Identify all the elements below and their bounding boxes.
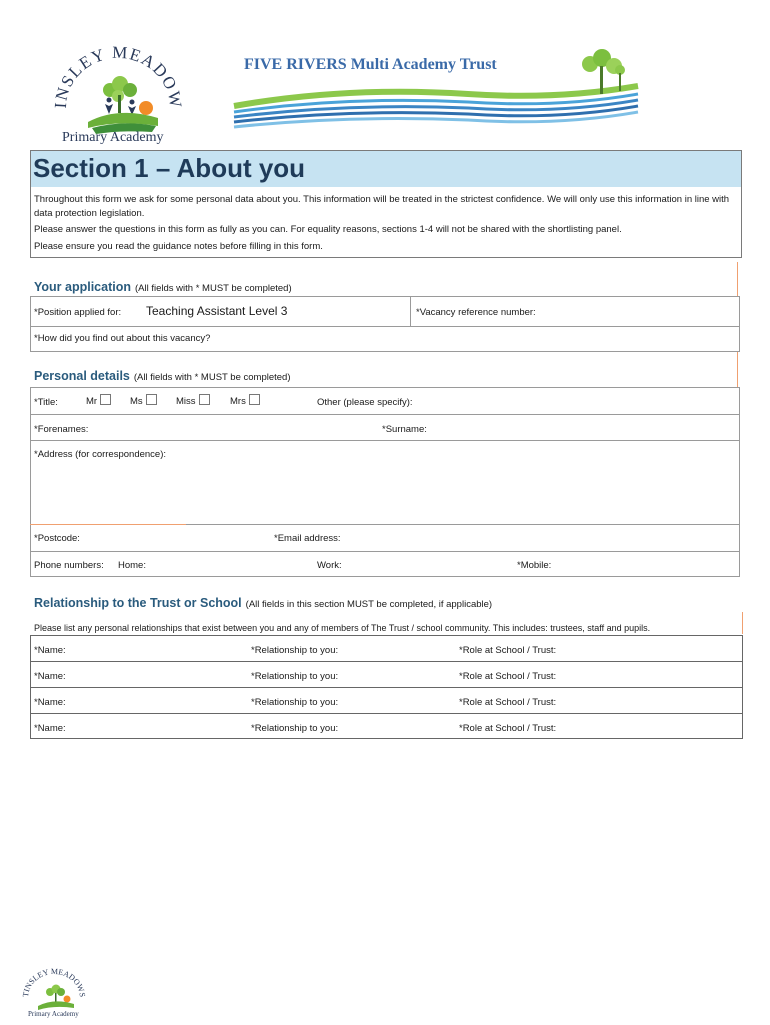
divider bbox=[30, 524, 186, 525]
relationship-to-you-input[interactable] bbox=[350, 667, 454, 683]
relationship-name-input[interactable] bbox=[76, 719, 244, 735]
school-subtitle: Primary Academy bbox=[62, 130, 164, 145]
divider bbox=[30, 414, 740, 415]
divider bbox=[410, 296, 411, 326]
home-phone-input[interactable] bbox=[152, 556, 302, 572]
trust-banner bbox=[228, 46, 648, 132]
divider bbox=[30, 661, 743, 662]
relationship-name-label: *Name: bbox=[34, 697, 66, 708]
relationship-name-input[interactable] bbox=[76, 693, 244, 709]
trust-name: FIVE RIVERS Multi Academy Trust bbox=[244, 56, 497, 73]
relationship-name-input[interactable] bbox=[76, 641, 244, 657]
surname-input[interactable] bbox=[436, 420, 734, 436]
other-title-input[interactable] bbox=[426, 394, 734, 410]
vacancy-ref-label: *Vacancy reference number: bbox=[416, 307, 536, 318]
divider bbox=[737, 352, 738, 388]
how-found-label: *How did you find out about this vacancy? bbox=[34, 333, 211, 344]
relationship-instruction: Please list any personal relationships that exist between you and any of members of The Trust / school community. This includes: trustees, staff and pupils. bbox=[34, 623, 651, 633]
phone-numbers-label: Phone numbers: bbox=[34, 560, 104, 571]
relationship-name-label: *Name: bbox=[34, 645, 66, 656]
address-label: *Address (for correspondence): bbox=[34, 449, 167, 460]
forenames-input[interactable] bbox=[100, 420, 370, 436]
relationship-to-you-label: *Relationship to you: bbox=[251, 671, 339, 682]
title-option-mr[interactable]: Mr bbox=[86, 394, 111, 407]
divider bbox=[30, 713, 743, 714]
relationship-name-input[interactable] bbox=[76, 667, 244, 683]
relationship-to-you-label: *Relationship to you: bbox=[251, 645, 339, 656]
position-input[interactable]: Teaching Assistant Level 3 bbox=[146, 304, 288, 318]
address-input[interactable] bbox=[34, 462, 734, 520]
intro-paragraph-2: Please answer the questions in this form as fully as you can. For equality reasons, sections 1-4 will not be shared with the shortlisting panel. bbox=[34, 224, 622, 235]
intro-paragraph-3: Please ensure you read the guidance notes before filling in this form. bbox=[34, 241, 323, 252]
relationship-to-you-input[interactable] bbox=[350, 719, 454, 735]
divider bbox=[30, 440, 740, 441]
role-label: *Role at School / Trust: bbox=[459, 671, 557, 682]
ms-checkbox[interactable] bbox=[146, 394, 157, 405]
mr-checkbox[interactable] bbox=[100, 394, 111, 405]
position-label: *Position applied for: bbox=[34, 307, 122, 318]
mrs-checkbox[interactable] bbox=[249, 394, 260, 405]
relationship-to-you-input[interactable] bbox=[350, 693, 454, 709]
postcode-label: *Postcode: bbox=[34, 533, 80, 544]
role-input[interactable] bbox=[568, 641, 738, 657]
application-heading: Your application (All fields with * MUST be completed) bbox=[34, 280, 292, 294]
miss-checkbox[interactable] bbox=[199, 394, 210, 405]
section-title-bar bbox=[31, 151, 741, 187]
role-label: *Role at School / Trust: bbox=[459, 645, 557, 656]
role-input[interactable] bbox=[568, 719, 738, 735]
school-name-arc: INSLEY MEADOW bbox=[50, 42, 186, 111]
divider bbox=[186, 524, 740, 525]
divider bbox=[30, 551, 740, 552]
title-option-miss[interactable]: Miss bbox=[176, 394, 210, 407]
title-option-mrs[interactable]: Mrs bbox=[230, 394, 260, 407]
relationship-name-label: *Name: bbox=[34, 671, 66, 682]
footer-school-name-arc: INSLEY MEADOW bbox=[22, 966, 86, 994]
divider bbox=[30, 326, 740, 327]
intro-paragraph-1a: Throughout this form we ask for some personal data about you. This information will be treated in the strictest confidence. We will only use this information in line with bbox=[34, 194, 730, 205]
divider bbox=[30, 687, 743, 688]
email-label: *Email address: bbox=[274, 533, 341, 544]
relationship-to-you-input[interactable] bbox=[350, 641, 454, 657]
personal-heading: Personal details (All fields with * MUST be completed) bbox=[34, 369, 291, 383]
relationship-name-label: *Name: bbox=[34, 723, 66, 734]
school-logo-footer bbox=[22, 966, 86, 1020]
relationship-to-you-label: *Relationship to you: bbox=[251, 723, 339, 734]
mobile-label: *Mobile: bbox=[517, 560, 552, 571]
mobile-input[interactable] bbox=[558, 556, 734, 572]
river-waves-graphic bbox=[228, 46, 648, 132]
role-input[interactable] bbox=[568, 693, 738, 709]
work-phone-label: Work: bbox=[317, 560, 342, 571]
divider bbox=[737, 262, 738, 296]
role-label: *Role at School / Trust: bbox=[459, 723, 557, 734]
forenames-label: *Forenames: bbox=[34, 424, 89, 435]
school-logo bbox=[48, 40, 188, 152]
role-label: *Role at School / Trust: bbox=[459, 697, 557, 708]
role-input[interactable] bbox=[568, 667, 738, 683]
title-option-ms[interactable]: Ms bbox=[130, 394, 157, 407]
intro-paragraph-1b: data protection legislation. bbox=[34, 208, 145, 219]
footer-school-subtitle: Primary Academy bbox=[28, 1010, 79, 1018]
other-title-label: Other (please specify): bbox=[317, 397, 413, 408]
home-phone-label: Home: bbox=[118, 560, 146, 571]
relationship-heading: Relationship to the Trust or School (All fields in this section MUST be completed, if applicable) bbox=[34, 596, 493, 610]
divider bbox=[742, 612, 743, 634]
section-title: Section 1 – About you bbox=[33, 153, 306, 183]
email-input[interactable] bbox=[350, 529, 734, 545]
work-phone-input[interactable] bbox=[348, 556, 508, 572]
how-found-input[interactable] bbox=[234, 330, 734, 346]
postcode-input[interactable] bbox=[90, 529, 266, 545]
vacancy-ref-input[interactable] bbox=[548, 304, 734, 320]
relationship-to-you-label: *Relationship to you: bbox=[251, 697, 339, 708]
surname-label: *Surname: bbox=[382, 424, 427, 435]
title-label: *Title: bbox=[34, 397, 58, 408]
